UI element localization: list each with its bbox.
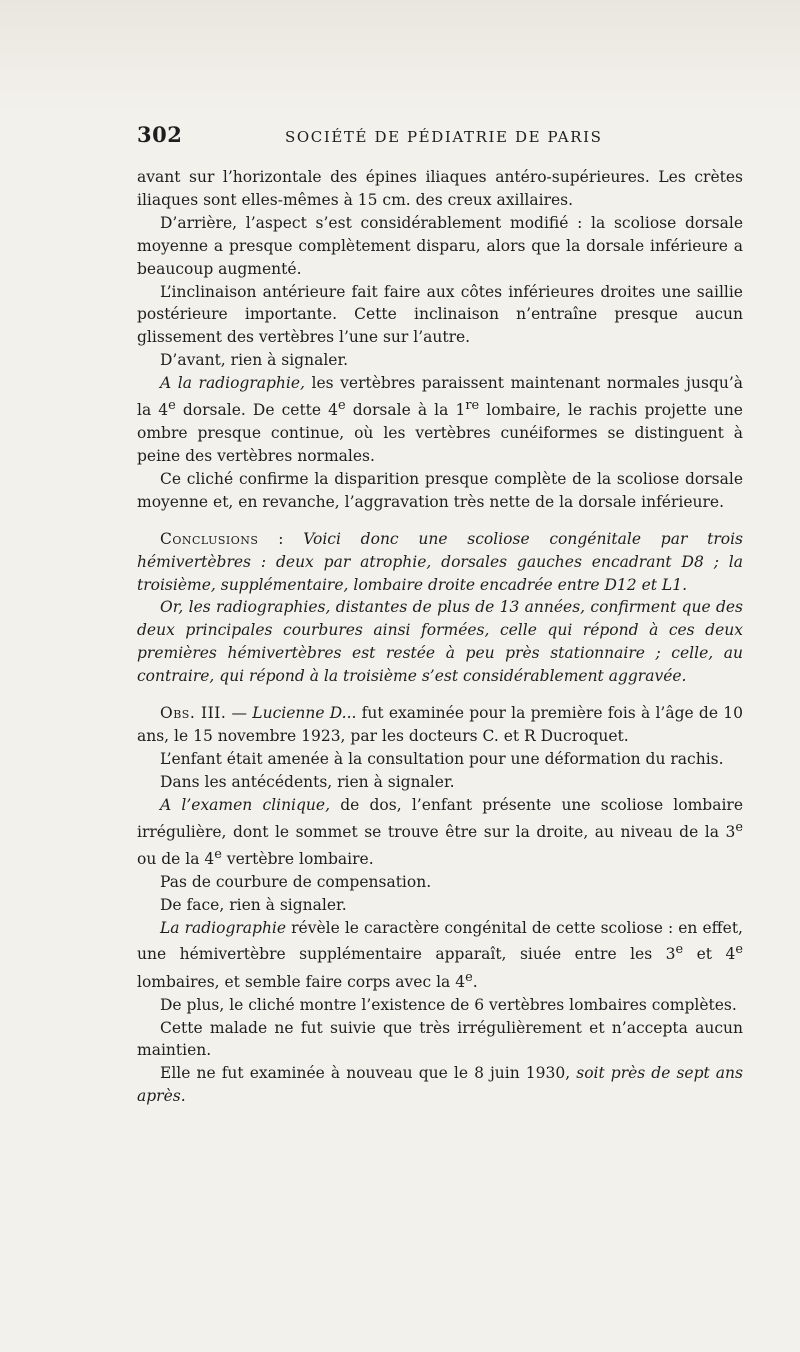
body-text (137, 166, 743, 1108)
paragraph-4: D’avant, rien à signaler. (160, 351, 349, 370)
italic-lead: A la radiographie, (160, 374, 305, 393)
page-header (137, 122, 743, 152)
observation-heading-paragraph: Obs. III. — Lucienne D... fut examinée pour la première fois à l’âge de 10 ans, le 15 novembre 1923, par les docteurs C. et R Ducroquet. (137, 704, 743, 745)
paragraph-12: A l’examen clinique, de dos, l’enfant présente une scoliose lombaire irrégulière, dont le sommet se trouve être sur la droite, au niveau de la 3e ou de la 4e vertèbre lombaire. (137, 795, 743, 868)
conclusions-text: Voici donc une scoliose congénitale par trois hémivertèbres : deux par atrophie, dorsales gauches encadrant D8 ; la troisième, supplémentaire, lombaire droite encadrée entre D12 et L1. (137, 529, 743, 594)
paragraph-6: Ce cliché confirme la disparition presque complète de la scoliose dorsale moyenne et, en revanche, l’aggravation très nette de la dorsale inférieure. (137, 469, 743, 511)
paragraph-15: La radiographie révèle le caractère congénital de cette scoliose : en effet, une hémivertèbre supplémentaire apparaît, siuée entre les 3e et 4e lombaires, et semble faire corps avec la 4e. (137, 918, 744, 991)
paragraph-13: Pas de courbure de compensation. (160, 872, 432, 891)
page-top-shading (0, 0, 800, 110)
paragraph-17: Cette malade ne fut suivie que très irrégulièrement et n’accepta aucun maintien. (137, 1018, 743, 1060)
paragraph-10: L’enfant était amenée à la consultation pour une déformation du rachis. (160, 749, 724, 768)
patient-name: Lucienne D... (252, 704, 357, 723)
paragraph-1: avant sur l’horizontale des épines iliaques antéro-supérieures. Les crètes iliaques sont elles-mêmes à 15 cm. des creux axillaires. (137, 168, 743, 209)
paragraph-2: D’arrière, l’aspect s’est considérablement modifié : la scoliose dorsale moyenne a presque complètement disparu, alors que la dorsale inférieure a beaucoup augmenté. (137, 213, 743, 278)
paragraph-18: Elle ne fut examinée à nouveau que le 8 juin 1930, soit près de sept ans après. (137, 1064, 743, 1106)
paragraph-14: De face, rien à signaler. (160, 895, 347, 914)
paragraph-11: Dans les antécédents, rien à signaler. (160, 772, 455, 791)
paragraph-8: Or, les radiographies, distantes de plus de 13 années, confirment que des deux principales courbures ainsi formées, celle qui répond à ces deux premières hémivertèbres est restée à peu près stationnaire ; celle, au contraire, qui répond à la troisième s’est considérablement aggravée. (137, 598, 743, 686)
running-head: SOCIÉTÉ DE PÉDIATRIE DE PARIS (285, 128, 603, 146)
conclusions-paragraph: Conclusions : Voici donc une scoliose congénitale par trois hémivertèbres : deux par atrophie, dorsales gauches encadrant D8 ; la troisième, supplémentaire, lombaire droite encadrée entre D12 et L1. (137, 529, 743, 594)
page-number: 302 (137, 122, 183, 147)
paragraph-3: L’inclinaison antérieure fait faire aux côtes inférieures droites une saillie postérieure importante. Cette inclinaison n’entraîne presque aucun glissement des vertèbres l’une sur l’autre. (137, 282, 743, 347)
conclusions-label: Conclusions (160, 529, 259, 548)
paragraph-16: De plus, le cliché montre l’existence de 6 vertèbres lombaires complètes. (160, 995, 737, 1014)
paragraph-5: A la radiographie, les vertèbres paraissent maintenant normales jusqu’à la 4e dorsale. De cette 4e dorsale à la 1re lombaire, le rachis projette une ombre presque continue, où les vertèbres cunéiformes se distinguent à peine des vertèbres normales. (137, 374, 743, 466)
observation-label: Obs. III. (160, 704, 227, 723)
